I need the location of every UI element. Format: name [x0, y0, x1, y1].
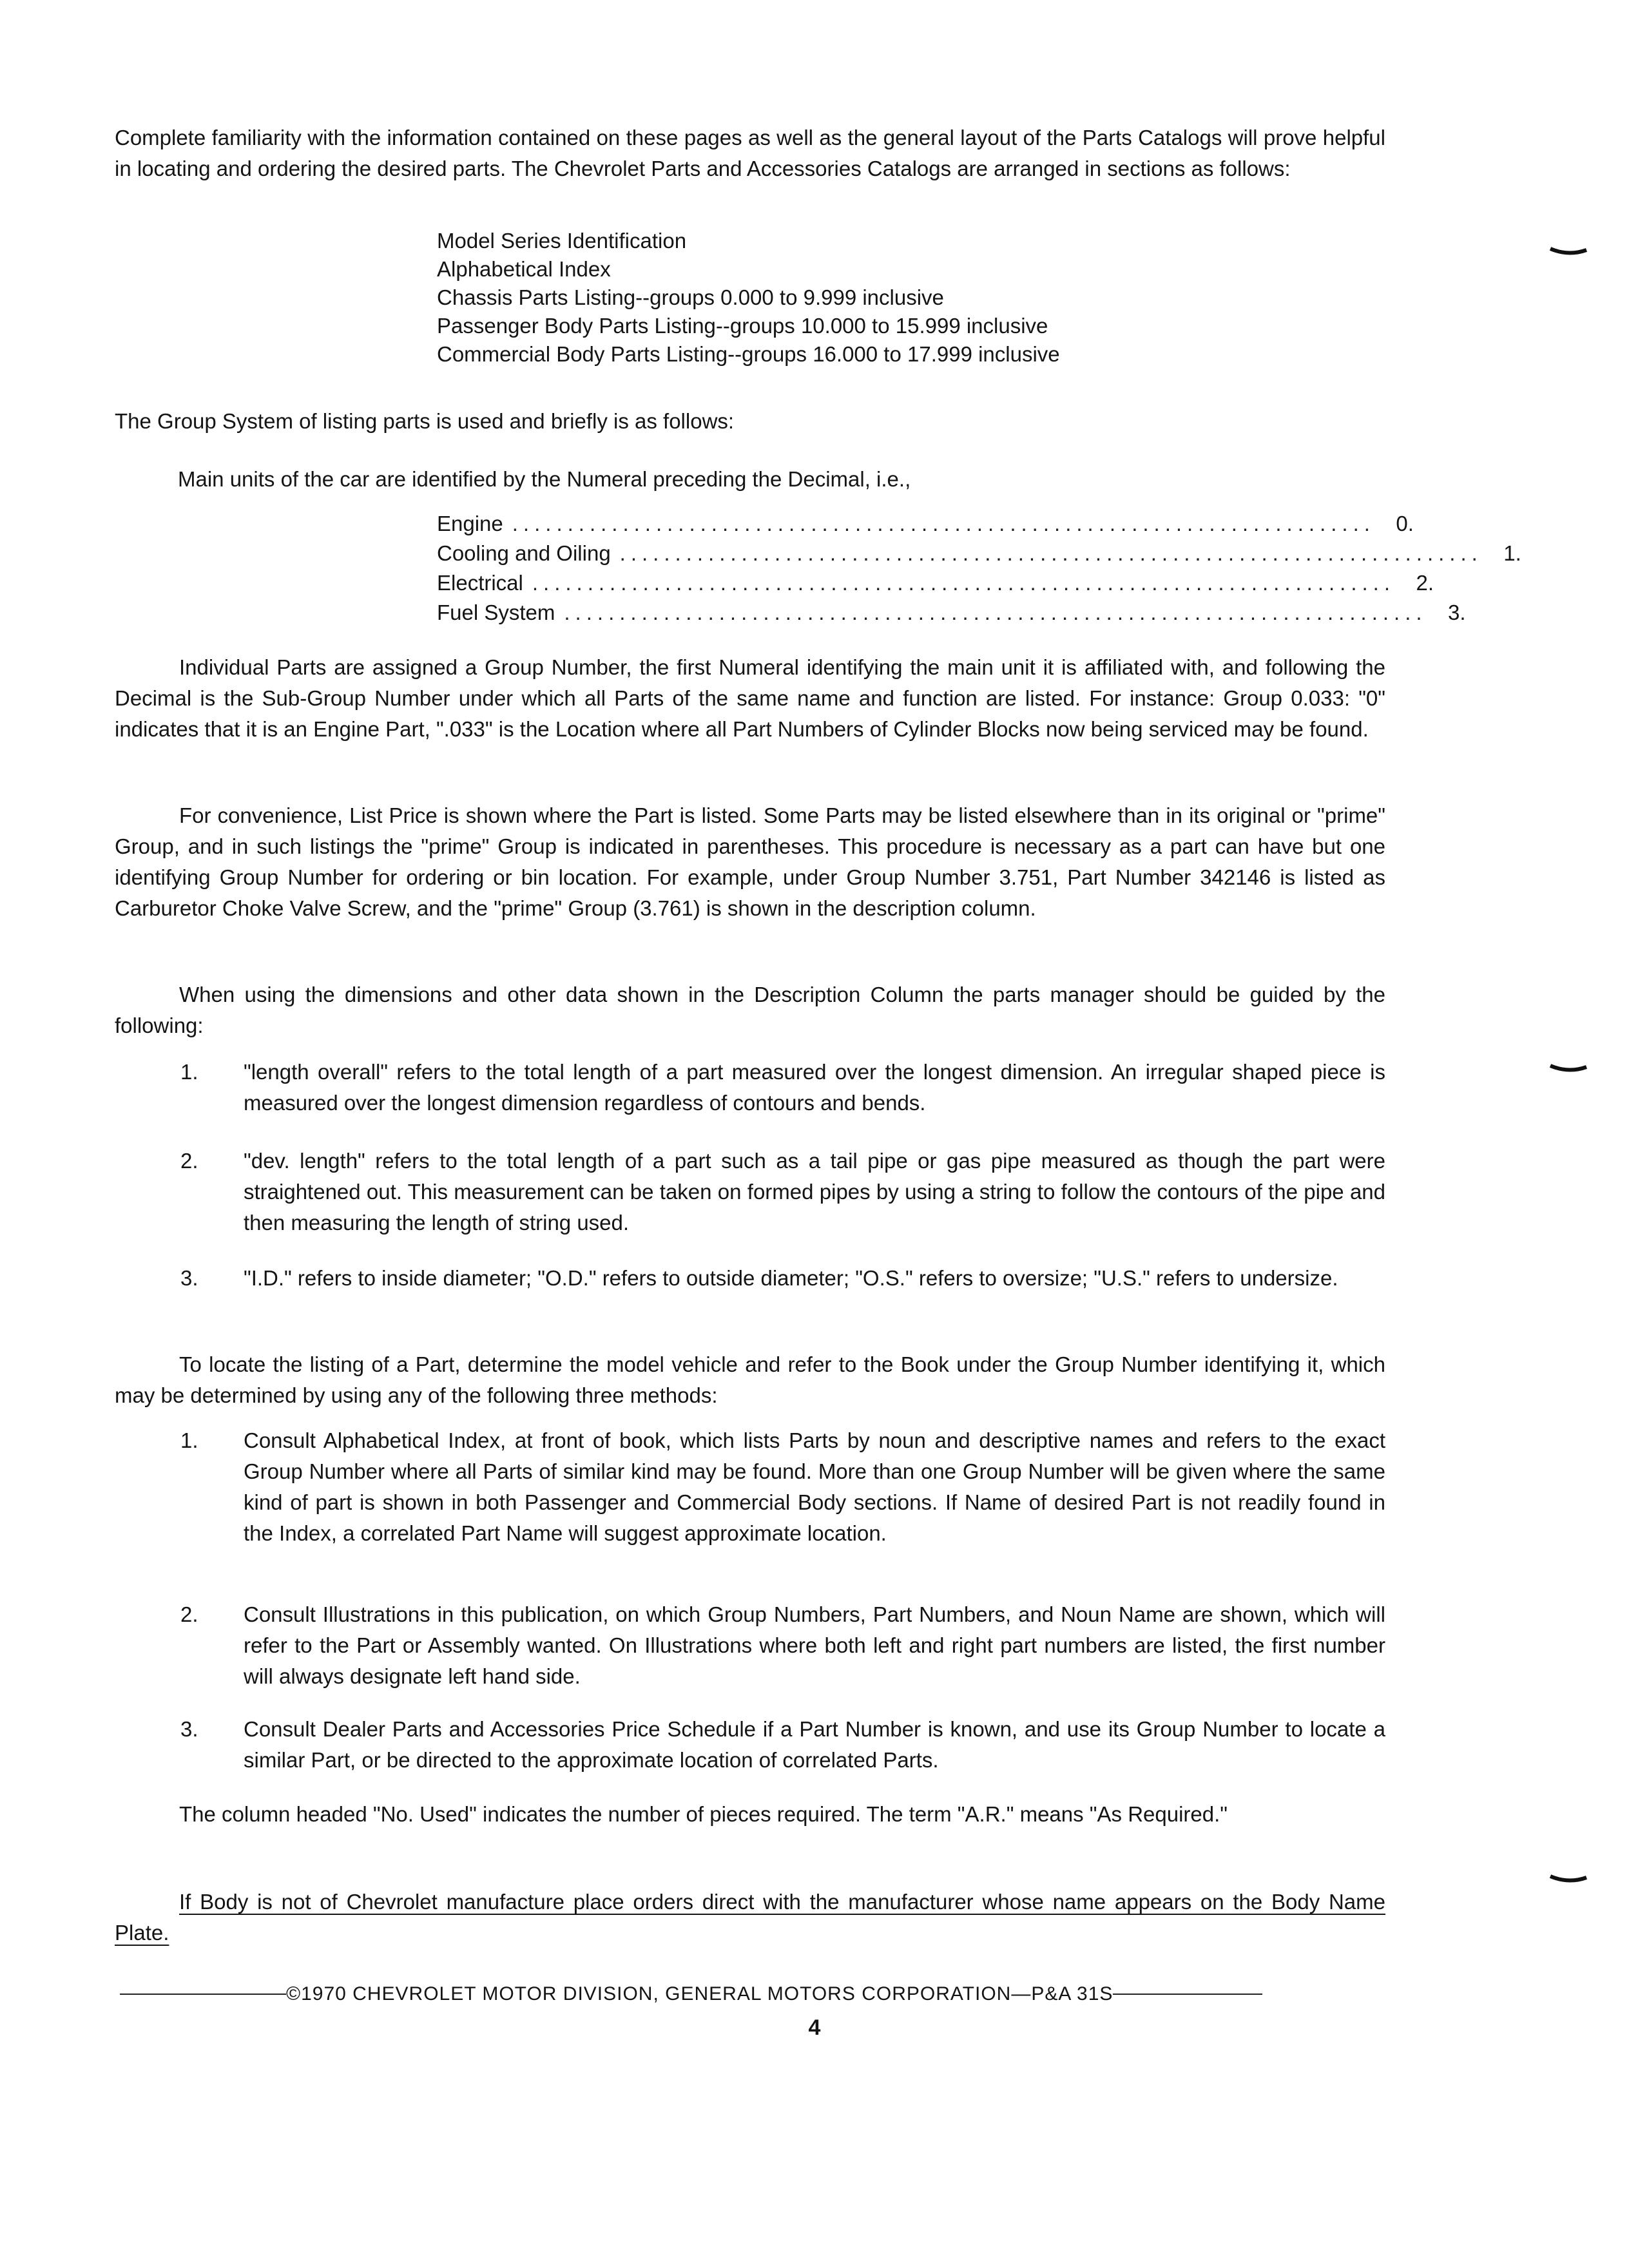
copyright-text: ©1970 CHEVROLET MOTOR DIVISION, GENERAL MOTORS CORPORATION—P&A 31S — [286, 1983, 1113, 2004]
method-item: 3. Consult Dealer Parts and Accessories Price Schedule if a Part Number is known, and use its Group Number to locate a similar Part, or be directed to the approximate location of correlated Parts. — [180, 1717, 1385, 1772]
method-item: 1. Consult Alphabetical Index, at front of book, which lists Parts by noun and descriptive names and refers to the exact Group Number where all Parts of similar kind may be found. More than one Group Number will be given where the same kind of part is shown in both Passenger and Commercial Body sections. If Name of desired Part is not readily found in the Index, a correlated Part Name will suggest approximate location. — [180, 1428, 1385, 1545]
unit-row: Cooling and Oiling .............................................................................. 1. — [437, 541, 1521, 565]
page-number: 4 — [808, 2015, 821, 2040]
footer-rule-right — [1113, 1994, 1262, 1995]
main-units-paragraph: Main units of the car are identified by the Numeral preceding the Decimal, i.e., — [178, 467, 911, 491]
group-system-paragraph: The Group System of listing parts is used and briefly is as follows: — [115, 409, 735, 433]
individual-parts-paragraph: Individual Parts are assigned a Group Number, the first Numeral identifying the main unit it is affiliated with, and following the Decimal is the Sub-Group Number under which all Parts of the same name and function are listed. For instance: Group 0.033: "0" indicates that it is an Engine Part, ".033" is the Location where all Part Numbers of Cylinder Blocks now being serviced may be found. — [115, 655, 1385, 741]
list-price-paragraph: For convenience, List Price is shown where the Part is listed. Some Parts may be listed elsewhere than in its original or "prime" Group, and in such listings the "prime" Group is indicated in parentheses. This procedure is necessary as a part can have but one identifying Group Number for ordering or bin location. For example, under Group Number 3.751, Part Number 342146 is listed as Carburetor Choke Valve Screw, and the "prime" Group (3.761) is shown in the description column. — [115, 803, 1385, 920]
dimensions-paragraph: When using the dimensions and other data shown in the Description Column the parts manager should be guided by the following: — [115, 983, 1385, 1037]
no-used-paragraph: The column headed "No. Used" indicates the number of pieces required. The term "A.R." means "As Required." — [179, 1802, 1228, 1826]
intro-paragraph: Complete familiarity with the information contained on these pages as well as the general layout of the Parts Catalogs will prove helpful in locating and ordering the desired parts. The Chevrolet Parts and Accessories Catalogs are arranged in sections as follows: — [115, 126, 1385, 180]
locate-paragraph: To locate the listing of a Part, determine the model vehicle and refer to the Book under the Group Number identifying it, which may be determined by using any of the following three methods: — [115, 1352, 1385, 1407]
footer-rule-left — [120, 1994, 286, 1995]
catalog-sections-list — [437, 227, 1060, 369]
copyright-footer — [120, 1983, 1383, 2005]
section-item: Chassis Parts Listing--groups 0.000 to 9.999 inclusive — [437, 285, 944, 309]
dimension-item: 3. "I.D." refers to inside diameter; "O.D." refers to outside diameter; "O.S." refers to oversize; "U.S." refers to undersize. — [180, 1266, 1338, 1290]
section-item: Alphabetical Index — [437, 257, 611, 281]
dimension-item: 1. "length overall" refers to the total length of a part measured over the longest dimension. An irregular shaped piece is measured over the longest dimension regardless of contours and bends. — [180, 1060, 1385, 1115]
body-note-paragraph: If Body is not of Chevrolet manufacture place orders direct with the manufacturer whose name appears on the Body Name Plate. — [115, 1890, 1385, 1945]
unit-row: Electrical .............................................................................. 2. — [437, 571, 1434, 595]
binding-hole-mark-icon — [1549, 1874, 1588, 1887]
unit-row: Fuel System .............................................................................. 3. — [437, 601, 1466, 624]
section-item: Commercial Body Parts Listing--groups 16.000 to 17.999 inclusive — [437, 342, 1060, 366]
binding-hole-mark-icon — [1549, 246, 1588, 259]
method-item: 2. Consult Illustrations in this publication, on which Group Numbers, Part Numbers, and Noun Name are shown, which will refer to the Part or Assembly wanted. On Illustrations where both left and right part numbers are listed, the first number will always designate left hand side. — [180, 1602, 1385, 1688]
dimension-item: 2. "dev. length" refers to the total length of a part such as a tail pipe or gas pipe measured as though the part were straightened out. This measurement can be taken on formed pipes by using a string to follow the contours of the pipe and then measuring the length of string used. — [180, 1149, 1385, 1235]
binding-hole-mark-icon — [1549, 1063, 1588, 1076]
section-item: Passenger Body Parts Listing--groups 10.000 to 15.999 inclusive — [437, 314, 1048, 338]
unit-row: Engine .............................................................................. 0. — [437, 512, 1414, 535]
section-item: Model Series Identification — [437, 229, 687, 253]
main-units-list — [437, 509, 1521, 628]
